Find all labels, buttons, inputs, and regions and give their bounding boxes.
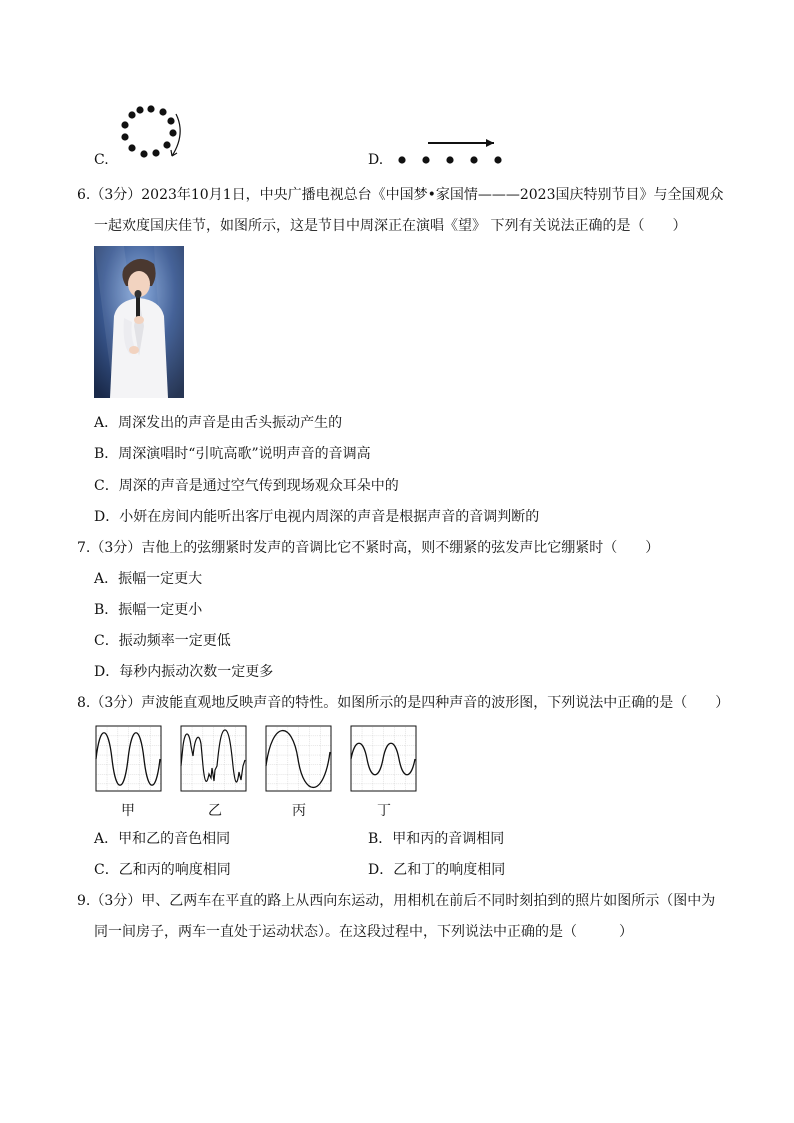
q9-stem-line-2: 同一间房子，两车一直处于运动状态）。在这段过程中，下列说法中正确的是（ ） — [94, 924, 633, 940]
q7-option-a: A．振幅一定更大 — [94, 571, 203, 587]
singer-photo — [94, 246, 184, 398]
option-c-label: C. — [94, 152, 109, 168]
q6-stem-line-1: 6.（3分）2023年10月1日，中央广播电视总台《中国梦•家国情———2023国庆特别节目》与全国观众 — [77, 187, 724, 203]
waveform-figure — [94, 724, 424, 794]
q8-option-b: B．甲和丙的音调相同 — [368, 831, 505, 847]
q8-option-d: D．乙和丁的响度相同 — [368, 862, 506, 878]
q6-option-d: D．小妍在房间内能听出客厅电视内周深的声音是根据声音的音调判断的 — [94, 509, 540, 525]
q6-option-b: B．周深演唱时“引吭高歌”说明声音的音调高 — [94, 446, 371, 462]
q9-stem-line-1: 9.（3分）甲、乙两车在平直的路上从西向东运动，用相机在前后不同时刻拍到的照片如图所示（图中为 — [77, 893, 716, 909]
option-d-figure — [368, 135, 528, 170]
wave-yi — [181, 726, 246, 791]
q8-stem: 8.（3分）声波能直观地反映声音的特性。如图所示的是四种声音的波形图，下列说法中正确的是（ ） — [77, 695, 730, 711]
q7-option-b: B．振幅一定更小 — [94, 602, 203, 618]
wave-label-ding: 丁 — [377, 803, 391, 819]
wave-label-yi: 乙 — [208, 803, 222, 819]
q6-option-c: C．周深的声音是通过空气传到现场观众耳朵中的 — [94, 478, 399, 494]
q7-option-d: D．每秒内振动次数一定更多 — [94, 664, 274, 680]
option-d-label: D. — [368, 152, 384, 168]
q8-option-c: C．乙和丙的响度相同 — [94, 862, 231, 878]
wave-label-bing: 丙 — [292, 803, 306, 819]
wave-jia — [96, 726, 161, 791]
wave-ding — [351, 726, 416, 791]
q8-option-a: A．甲和乙的音色相同 — [94, 831, 231, 847]
option-c-figure — [94, 100, 294, 170]
q6-option-a: A．周深发出的声音是由舌头振动产生的 — [94, 415, 343, 431]
wave-label-jia: 甲 — [121, 803, 135, 819]
q7-option-c: C．振动频率一定更低 — [94, 633, 231, 649]
wave-bing — [266, 726, 331, 791]
q7-stem: 7.（3分）吉他上的弦绷紧时发声的音调比它不紧时高，则不绷紧的弦发声比它绷紧时（ ） — [77, 540, 660, 556]
q6-stem-line-2: 一起欢度国庆佳节，如图所示，这是节目中周深正在演唱《望》 下列有关说法正确的是（ ） — [94, 218, 687, 234]
circular-dots-diagram — [116, 100, 186, 166]
linear-dots-diagram — [392, 135, 512, 167]
